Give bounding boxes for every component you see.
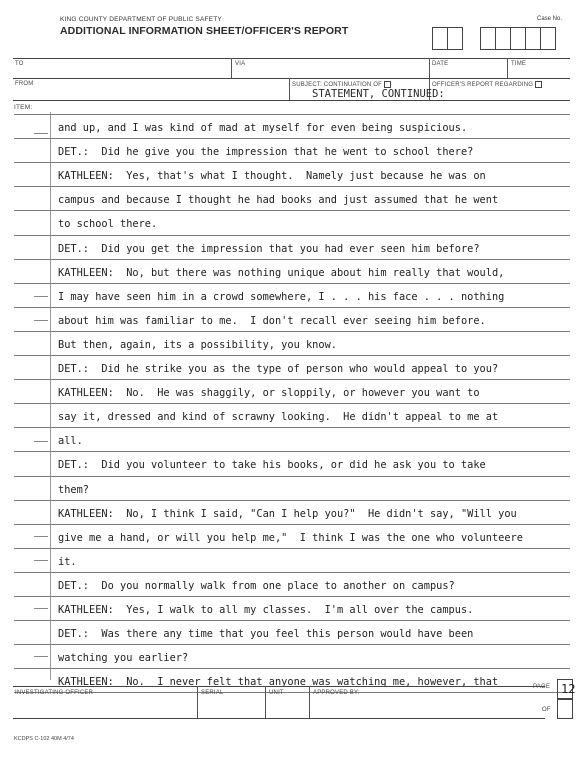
- unit-label: UNIT: [269, 690, 284, 696]
- continuation-checkbox[interactable]: [384, 81, 391, 88]
- margin-mark: [34, 441, 48, 442]
- statement-line: DET.: Do you normally walk from one place to another on campus?: [58, 579, 455, 592]
- approved-by-label: APPROVED BY:: [313, 690, 360, 696]
- footer-rule-bottom: [13, 718, 545, 719]
- margin-mark: [34, 133, 48, 134]
- statement-line: DET.: Did you volunteer to take his books, or did he ask you to take: [58, 459, 486, 472]
- statement-line: But then, again, its a possibility, you know.: [58, 338, 337, 351]
- ruled-line: [14, 451, 570, 452]
- investigating-officer-label: INVESTIGATING OFFICER: [15, 690, 94, 696]
- footer-divider-approved: [309, 686, 310, 718]
- ruled-line: [14, 379, 570, 380]
- statement-line: say it, dressed and kind of scrawny looking. He didn't appeal to me at: [58, 411, 499, 424]
- serial-label: SERIAL: [201, 690, 224, 696]
- ruled-line: [14, 644, 570, 645]
- ruled-line: [14, 331, 570, 332]
- officers-report-label: [432, 81, 542, 88]
- ruled-line: [14, 524, 570, 525]
- form-title: ADDITIONAL INFORMATION SHEET/OFFICER'S REPORT: [60, 25, 349, 37]
- item-margin-line: [50, 112, 51, 680]
- ruled-line: [14, 548, 570, 549]
- subject-label-text: SUBJECT: CONTINUATION OF: [292, 82, 383, 89]
- statement-line: DET.: Was there any time that you feel this person would have been: [58, 628, 474, 641]
- header-rule-top: [13, 58, 570, 59]
- statement-line: KATHLEEN: Yes, that's what I thought. Namely just because he was on: [58, 170, 486, 183]
- ruled-line: [14, 668, 570, 669]
- ruled-line: [14, 259, 570, 260]
- ruled-line: [14, 210, 570, 211]
- statement-line: give me a hand, or will you help me," I think I was the one who volunteere: [58, 531, 523, 544]
- ruled-line: [14, 620, 570, 621]
- ruled-line: [14, 235, 570, 236]
- case-box: [447, 27, 463, 50]
- statement-line: and up, and I was kind of mad at myself for even being suspicious.: [58, 122, 468, 134]
- case-box: [525, 27, 541, 50]
- page-label: PAGE: [533, 684, 551, 690]
- ruled-line: [14, 427, 570, 428]
- from-label: FROM: [15, 81, 34, 87]
- header-rule-mid: [13, 78, 570, 79]
- form-code: KCDPS C-102 40M 4/74: [14, 736, 74, 742]
- via-divider: [231, 58, 232, 78]
- statement-line: about him was familiar to me. I don't recall ever seeing him before.: [58, 314, 486, 327]
- statement-line: DET.: Did he give you the impression that he went to school there?: [58, 146, 474, 159]
- ruled-line: [14, 572, 570, 573]
- case-box: [540, 27, 556, 50]
- margin-mark: [34, 320, 48, 321]
- officers-report-label-text: OFFICER'S REPORT REGARDING: [432, 82, 534, 89]
- item-label: ITEM:: [14, 104, 33, 111]
- statement-line: I may have seen him in a crowd somewhere, I . . . his face . . . nothing: [58, 290, 505, 303]
- footer-divider-serial: [197, 686, 198, 718]
- case-box: [480, 27, 496, 50]
- case-box: [510, 27, 526, 50]
- subject-value: STATEMENT, CONTINUED:: [312, 88, 445, 100]
- date-label: DATE: [432, 61, 449, 67]
- statement-line: all.: [58, 435, 83, 448]
- officers-report-checkbox[interactable]: [535, 81, 542, 88]
- department-name: KING COUNTY DEPARTMENT OF PUBLIC SAFETY: [60, 16, 222, 23]
- statement-line: KATHLEEN: No. I never felt that anyone was watching me, however, that: [58, 676, 499, 689]
- ruled-line: [14, 596, 570, 597]
- via-label: VIA: [235, 61, 246, 67]
- footer-rule-top: [13, 686, 545, 687]
- statement-line: DET.: Did he strike you as the type of person who would appeal to you?: [58, 363, 499, 375]
- statement-line: them?: [58, 483, 89, 496]
- case-box: [495, 27, 511, 50]
- ruled-line: [14, 692, 570, 693]
- page-total-box: [557, 699, 573, 719]
- time-divider: [507, 58, 508, 78]
- ruled-line: [14, 307, 570, 308]
- statement-line: KATHLEEN: No, I think I said, "Can I help you?" He didn't say, "Will you: [58, 507, 517, 520]
- ruled-line: [14, 476, 570, 477]
- header-rule-bottom: [13, 100, 570, 101]
- statement-line: watching you earlier?: [58, 652, 189, 665]
- subject-divider: [289, 78, 290, 100]
- margin-mark: [34, 560, 48, 561]
- case-number-label: Case No.: [537, 16, 563, 22]
- ruled-line: [14, 403, 570, 404]
- statement-line: DET.: Did you get the impression that you had ever seen him before?: [58, 242, 480, 255]
- statement-line: KATHLEEN: No. He was shaggily, or sloppily, or however you want to: [58, 387, 480, 400]
- ruled-line: [14, 500, 570, 501]
- statement-line: KATHLEEN: No, but there was nothing unique about him really that would,: [58, 266, 505, 279]
- statement-line: it.: [58, 555, 77, 568]
- ruled-line: [14, 186, 570, 187]
- margin-mark: [34, 536, 48, 537]
- statement-line: to school there.: [58, 218, 158, 231]
- page-number: 12: [561, 682, 576, 696]
- margin-mark: [34, 656, 48, 657]
- ruled-line: [14, 138, 570, 139]
- ruled-line: [14, 114, 570, 115]
- footer-divider-unit: [265, 686, 266, 718]
- ruled-line: [14, 162, 570, 163]
- statement-line: KATHLEEN: Yes, I walk to all my classes. I'm all over the campus.: [58, 604, 474, 616]
- statement-line: campus and because I thought he had books and just assumed that he went: [58, 194, 499, 207]
- time-label: TIME: [511, 61, 527, 67]
- to-label: TO: [15, 61, 24, 67]
- case-box: [432, 27, 448, 50]
- ruled-line: [14, 355, 570, 356]
- margin-mark: [34, 608, 48, 609]
- of-label: OF: [542, 707, 551, 713]
- margin-mark: [34, 296, 48, 297]
- ruled-line: [14, 283, 570, 284]
